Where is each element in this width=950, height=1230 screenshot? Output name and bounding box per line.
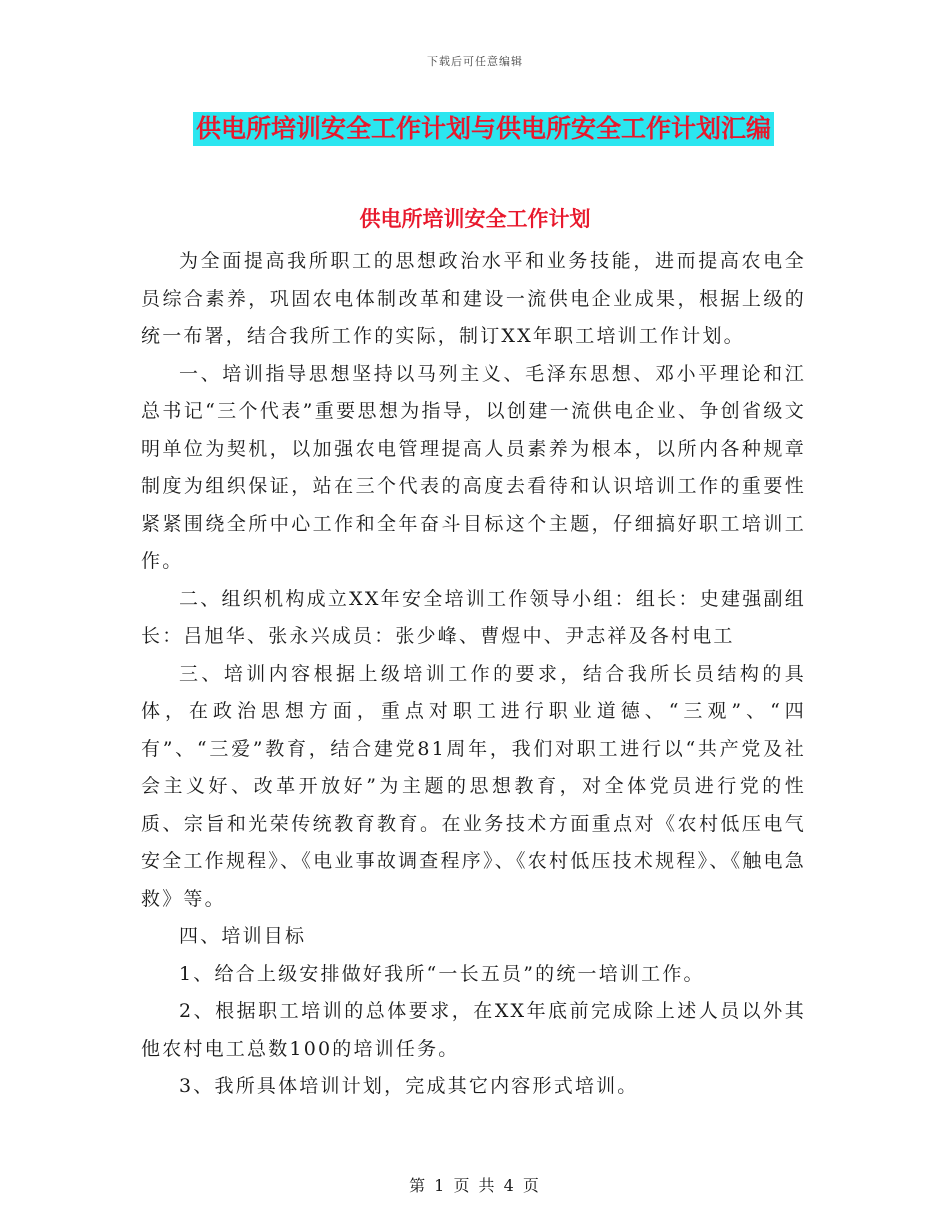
header-note: 下载后可任意编辑	[427, 55, 523, 68]
paragraph-goal-3: 3、我所具体培训计划，完成其它内容形式培训。	[179, 1075, 639, 1097]
paragraph-organization: 二、组织机构成立XX年安全培训工作领导小组：组长：史建强副组长：吕旭华、张永兴成员：张少峰、曹煜中、尹志祥及各村电工	[141, 587, 806, 647]
page-footer: 第 1 页 共 4 页	[409, 1176, 541, 1195]
section-title: 供电所培训安全工作计划	[359, 206, 591, 231]
document-title: 供电所培训安全工作计划与供电所安全工作计划汇编	[193, 112, 774, 146]
document-body	[141, 243, 806, 1106]
paragraph-training-goals-heading: 四、培训目标	[179, 925, 307, 947]
paragraph-intro: 为全面提高我所职工的思想政治水平和业务技能，进而提高农电全员综合素养，巩固农电体制改革和建设一流供电企业成果，根据上级的统一布署，结合我所工作的实际，制订XX年职工培训工作计划。	[141, 250, 806, 347]
paragraph-goal-1: 1、给合上级安排做好我所“一长五员”的统一培训工作。	[179, 962, 705, 985]
paragraph-guiding-thought: 一、培训指导思想坚持以马列主义、毛泽东思想、邓小平理论和江总书记“三个代表”重要思想为指导，以创建一流供电企业、争创省级文明单位为契机，以加强农电管理提高人员素养为根本，以所内各种规章制度为组织保证，站在三个代表的高度去看待和认识培训工作的重要性紧紧围绕全所中心工作和全年奋斗目标这个主题，仔细搞好职工培训工作。	[141, 362, 806, 572]
paragraph-training-content: 三、培训内容根据上级培训工作的要求，结合我所长员结构的具体，在政治思想方面，重点对职工进行职业道德、“三观”、“四有”、“三爱”教育，结合建党81周年，我们对职工进行以“共产党及社会主义好、改革开放好”为主题的思想教育，对全体党员进行党的性质、宗旨和光荣传统教育教育。在业务技术方面重点对《农村低压电气安全工作规程》、《电业事故调查程序》、《农村低压技术规程》、《触电急救》等。	[141, 662, 806, 910]
paragraph-goal-2: 2、根据职工培训的总体要求，在XX年底前完成除上述人员以外其他农村电工总数100的培训任务。	[141, 1000, 806, 1060]
